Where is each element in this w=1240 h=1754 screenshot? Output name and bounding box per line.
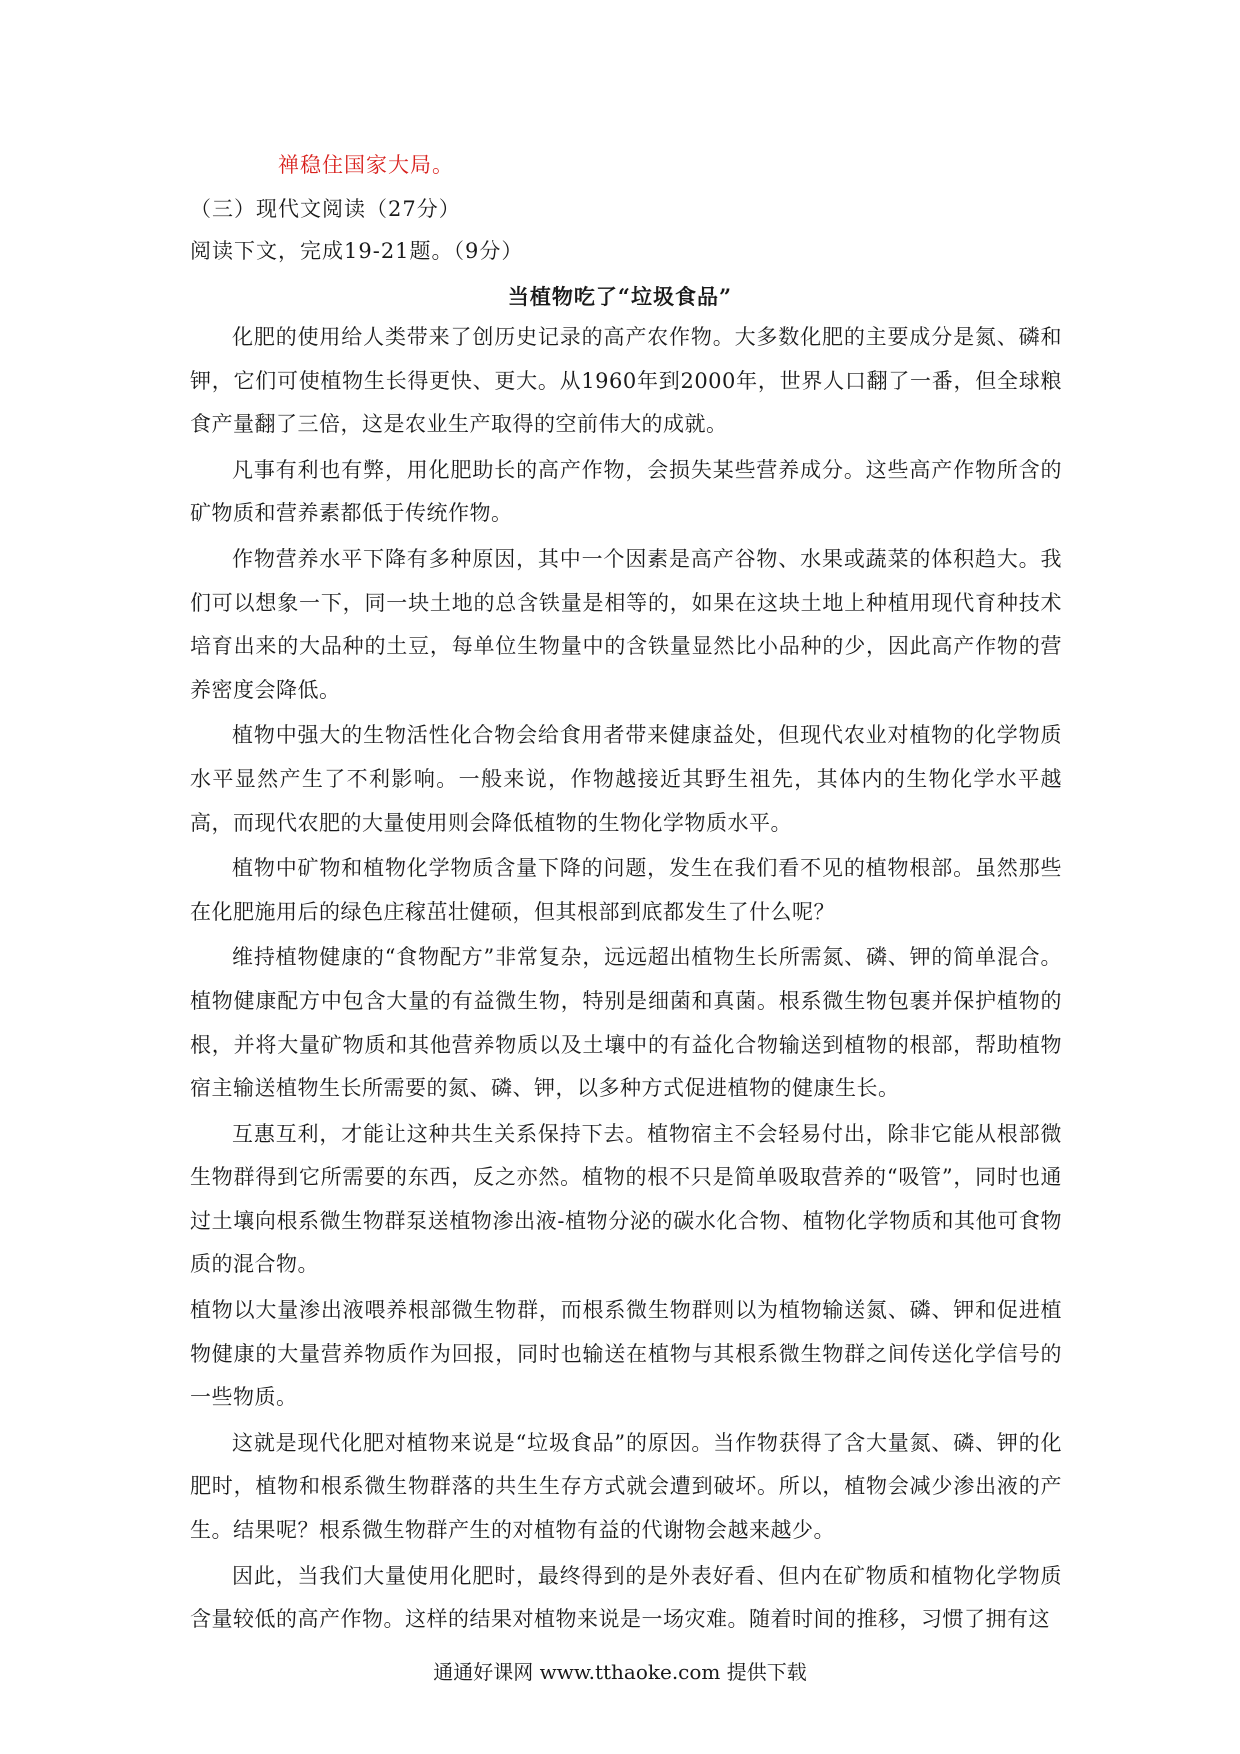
paragraph: 作物营养水平下降有多种原因，其中一个因素是高产谷物、水果或蔬菜的体积趋大。我们可以想象一下，同一块土地的总含铁量是相等的，如果在这块土地上种植用现代育种技术培育出来的大品种的土豆，每单位生物量中的含铁量显然比小品种的少，因此高产作物的营养密度会降低。	[190, 546, 1062, 702]
paragraph: 维持植物健康的“食物配方”非常复杂，远远超出植物生长所需氮、磷、钾的简单混合。植物健康配方中包含大量的有益微生物，特别是细菌和真菌。根系微生物包裹并保护植物的根，并将大量矿物质和其他营养物质以及土壤中的有益化合物输送到植物的根部，帮助植物宿主输送植物生长所需要的氮、磷、钾，以多种方式促进植物的健康生长。	[190, 945, 1062, 1101]
paragraph: 植物中矿物和植物化学物质含量下降的问题，发生在我们看不见的植物根部。虽然那些在化肥施用后的绿色庄稼茁壮健硕，但其根部到底都发生了什么呢？	[190, 856, 1062, 924]
paragraph: 化肥的使用给人类带来了创历史记录的高产农作物。大多数化肥的主要成分是氮、磷和钾，它们可使植物生长得更快、更大。从1960年到2000年，世界人口翻了一番，但全球粮食产量翻了三倍，这是农业生产取得的空前伟大的成就。	[190, 325, 1062, 437]
paragraph: 这就是现代化肥对植物来说是“垃圾食品”的原因。当作物获得了含大量氮、磷、钾的化肥时，植物和根系微生物群落的共生生存方式就会遭到破坏。所以，植物会减少渗出液的产生。结果呢？根系微生物群产生的对植物有益的代谢物会越来越少。	[190, 1430, 1062, 1543]
section-heading: （三）现代文阅读（27分）	[190, 197, 461, 221]
article-title: 当植物吃了“垃圾食品”	[507, 284, 733, 309]
paragraph: 植物中强大的生物活性化合物会给食用者带来健康益处，但现代农业对植物的化学物质水平显然产生了不利影响。一般来说，作物越接近其野生祖先，其体内的生物化学水平越高，而现代农肥的大量使用则会降低植物的生物化学物质水平。	[190, 723, 1062, 835]
paragraph: 因此，当我们大量使用化肥时，最终得到的是外表好看、但内在矿物质和植物化学物质含量较低的高产作物。这样的结果对植物来说是一场灾难。随着时间的推移，习惯了拥有这	[190, 1563, 1062, 1632]
article-body	[190, 316, 1062, 1644]
page-footer: 通通好课网 www.tthaoke.com 提供下载	[433, 1660, 807, 1684]
paragraph: 凡事有利也有弊，用化肥助长的高产作物，会损失某些营养成分。这些高产作物所含的矿物质和营养素都低于传统作物。	[190, 457, 1062, 526]
red-answer-line: 禅稳住国家大局。	[278, 153, 454, 177]
paragraph: 植物以大量渗出液喂养根部微生物群，而根系微生物群则以为植物输送氮、磷、钾和促进植物健康的大量营养物质作为回报，同时也输送在植物与其根系微生物群之间传送化学信号的一些物质。	[190, 1298, 1062, 1410]
question-instruction: 阅读下文，完成19-21题。（9分）	[190, 239, 524, 263]
paragraph: 互惠互利，才能让这种共生关系保持下去。植物宿主不会轻易付出，除非它能从根部微生物群得到它所需要的东西，反之亦然。植物的根不只是简单吸取营养的“吸管”，同时也通过土壤向根系微生物群泵送植物渗出液-植物分泌的碳水化合物、植物化学物质和其他可食物质的混合物。	[190, 1121, 1062, 1277]
